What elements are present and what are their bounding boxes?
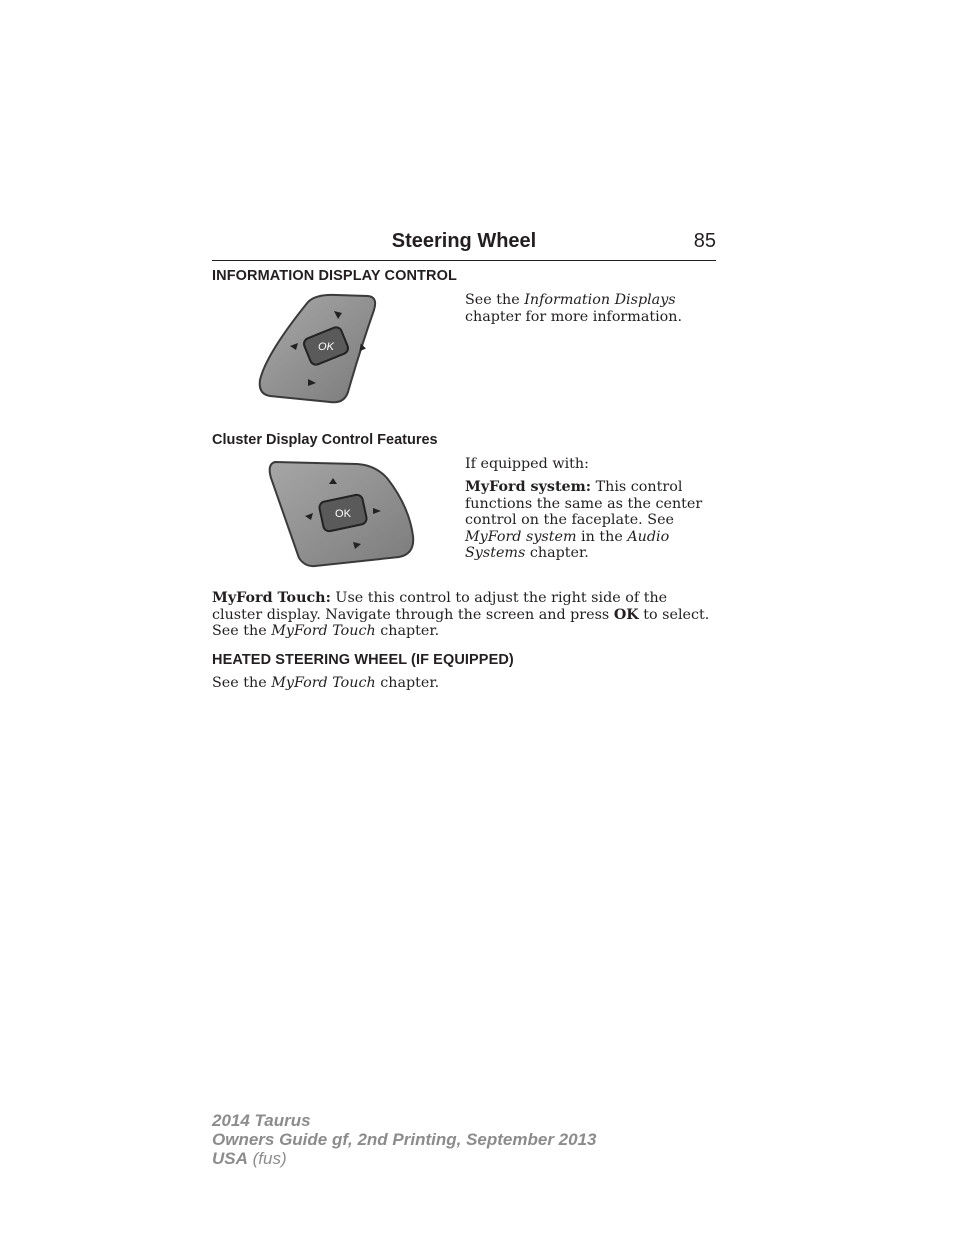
footer-region: USA (fus)	[212, 1149, 287, 1168]
myford-system-text: MyFord system: This control functions the same as the center control on the faceplate. See MyFord system in the Audio Systems chapter.	[465, 479, 703, 561]
page-number: 85	[693, 230, 716, 252]
page-footer	[212, 1111, 596, 1168]
heated-steering-wheel-text: See the MyFord Touch chapter.	[212, 675, 440, 691]
section-heading-heated-steering-wheel: HEATED STEERING WHEEL (IF EQUIPPED)	[212, 652, 514, 668]
section-heading-cluster-display: Cluster Display Control Features	[212, 432, 438, 448]
myford-touch-text: MyFord Touch: Use this control to adjust the right side of the cluster display. Navigate through the screen and press OK to select. See the MyFord Touch chapter.	[212, 590, 710, 639]
information-display-text: See the Information Displays chapter for more information.	[465, 292, 683, 325]
page-header	[212, 228, 716, 261]
ok-label: OK	[335, 508, 351, 520]
section-heading-information-display-control: INFORMATION DISPLAY CONTROL	[212, 268, 457, 284]
if-equipped-text: If equipped with:	[465, 456, 589, 472]
footer-printing: Owners Guide gf, 2nd Printing, September 2013	[212, 1130, 597, 1149]
footer-model: 2014 Taurus	[212, 1111, 311, 1130]
information-display-control-illustration	[256, 292, 380, 406]
chapter-title: Steering Wheel	[391, 230, 537, 252]
cluster-display-control-illustration	[265, 458, 417, 572]
ok-label: OK	[318, 341, 334, 353]
